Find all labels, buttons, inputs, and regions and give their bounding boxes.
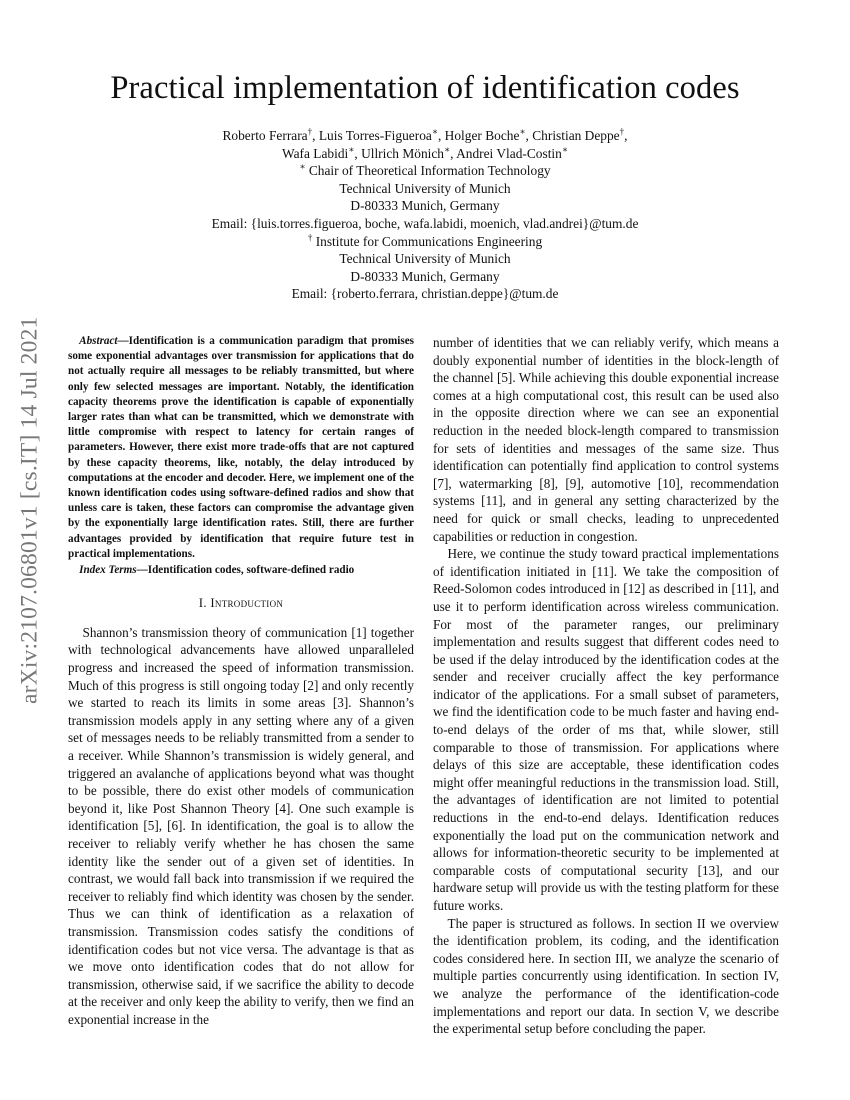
author-name: Andrei Vlad-Costin xyxy=(456,145,562,161)
affiliation-2-line-3: D-80333 Munich, Germany xyxy=(350,268,500,284)
affiliation-2-mark: † xyxy=(307,232,313,243)
author-name: Roberto Ferrara xyxy=(222,128,308,143)
author-affiliation-mark: † xyxy=(307,126,313,137)
author-name: Wafa Labidi xyxy=(282,145,349,161)
affiliation-1-line-3: D-80333 Munich, Germany xyxy=(350,198,500,214)
author-affiliation-mark: † xyxy=(619,126,625,137)
author-affiliation-mark: ∗ xyxy=(561,144,568,155)
index-terms-label: Index Terms xyxy=(79,564,137,577)
intro-paragraph-1: Shannon’s transmission theory of communication [1] together with technological advancements have allowed unparalleled progress and increased the speed of information transmission. Much of this progress is still ongoing today [2] and only recently we started to reach its limits in some areas [3]. Shannon’s transmission models apply in any setting where any of a given set of messages needs to be reliably transmitted from a sender to a receiver. While Shannon’s transmission is widely general, and triggered an avalanche of applications beyond what was thought to be possible, there do exist other models of communication beyond it, like Post Shannon Theory [4]. One such example is identification [5], [6]. In identification, the goal is to allow the receiver to reliably verify whether he has chosen the same identity like the sender out of a given set of identities. In contrast, we would fall back into transmission if we required the receiver to reliably find which identity was chosen by the sender. Thus we can think of identification as a relaxation of transmission. Transmission codes satisfy the conditions of identification codes but not vice versa. The advantage is that as we move onto identification codes that do not allow for transmission, otherwise said, if we sacrifice the ability to decode at the receiver and only keep the ability to verify, then we find an exponential increase in the xyxy=(68,624,414,1027)
author-affiliation-mark: ∗ xyxy=(519,126,526,137)
paper-title: Practical implementation of identification codes xyxy=(110,70,740,106)
left-column xyxy=(68,334,414,1029)
abstract xyxy=(68,334,414,562)
arxiv-identifier: arXiv:2107.06801v1 [cs.IT] 14 Jul 2021 xyxy=(16,316,43,704)
index-terms-text: —Identification codes, software-defined radio xyxy=(136,564,355,577)
author-line-1: Roberto Ferrara†, Luis Torres-Figueroa∗, Holger Boche∗, Christian Deppe†, xyxy=(222,126,628,143)
affiliation-2-email: Email: {roberto.ferrara, christian.deppe}@tum.de xyxy=(291,286,559,302)
author-name: Holger Boche xyxy=(444,128,520,143)
intro-paragraph-3: The paper is structured as follows. In section II we overview the identification problem, its coding, and the identification codes considered here. In section III, we analyze the scenario of multiple parties concurrently using identification. In section IV, we analyze the performance of the identification-code implementations and report our data. In section V, we describe the experimental setup before concluding the paper. xyxy=(433,915,779,1037)
affiliation-1-email: Email: {luis.torres.figueroa, boche, wafa.labidi, moenich, vlad.andrei}@tum.de xyxy=(211,215,639,231)
author-affiliation-mark: ∗ xyxy=(444,144,451,155)
section-heading-introduction: I. Introduction xyxy=(198,596,284,611)
affiliation-2-line-2: Technical University of Munich xyxy=(339,251,511,267)
author-affiliation-mark: ∗ xyxy=(431,126,438,137)
affiliation-1-mark: ∗ xyxy=(299,161,306,172)
affiliation-2-line-1: † Institute for Communications Engineering xyxy=(307,232,543,249)
intro-paragraph-2: Here, we continue the study toward practical implementations of identification initiated in [11]. We take the composition of Reed-Solomon codes introduced in [12] as described in [11], and use it to perform identification across wireless communication. For most of the parameter ranges, our preliminary implementation and results suggest that different codes need to be used if the delay introduced by the identification codes at the sender and receiver crucially affect the key performance indicator of the applications. For a small subset of parameters, we find the identification code to be much faster and having end-to-end delays of the order of ms that, while slower, still comparable to those of transmission. For applications where delays of this size are acceptable, these identification codes might offer meaningful reductions in the transmission load. Still, the advantages of identification are not limited to potential reductions in the end-to-end delays. Identification reduces exponentially the load put on the communication network and allows for information-theoretic security to be implemented at comparable costs of computational security [13], and our hardware setup will provide us with the testing platform for these future works. xyxy=(433,546,779,913)
abstract-text: —Identification is a communication paradigm that promises some exponential advantages over transmission for applications that do not actually require all messages to be reliably transmitted, but where only few selected messages are important. Notably, the identification capacity theorems prove the identification is capable of exponentially larger rates than what can be transmitted, which we demonstrate with little compromise with respect to latency for certain ranges of parameters. However, there exist more trade-offs that are not captured by these capacity theorems, like, notably, the delay introduced by computations at the encoder and decoder. Here, we implement one of the known identification codes using software-defined radios and show that unless care is taken, these factors can compromise the advantage given by the exponentially large identification rates. Still, there are further advantages provided by identification that require future test in practical implementations. xyxy=(68,335,414,560)
author-affiliation-mark: ∗ xyxy=(348,144,355,155)
index-terms xyxy=(68,563,414,578)
author-line-2: Wafa Labidi∗, Ullrich Mönich∗, Andrei Vlad-Costin∗ xyxy=(282,144,568,161)
author-block xyxy=(80,127,770,303)
abstract-label: Abstract xyxy=(79,335,118,347)
author-name: Christian Deppe xyxy=(532,128,620,143)
author-name: Luis Torres-Figueroa xyxy=(318,128,432,143)
affiliation-1-line-2: Technical University of Munich xyxy=(339,180,511,196)
intro-paragraph-1-continued: number of identities that we can reliably verify, which means a doubly exponential number of identities in the block-length of the channel [5]. While achieving this double exponential increase comes at a high computational cost, this result can be used also in the opposite direction where we can see an exponential reduction in the needed block-length compared to transmission for sets of identities and messages of the same size. Thus identification can potentially find application to control systems [7], watermarking [8], [9], automotive [10], recommendation systems [11], and in general any setting characterized by the need for quick or small checks, leading to unprecedented capabilities or reduction in congestion. xyxy=(433,335,779,544)
affiliation-1-line-1: ∗ Chair of Theoretical Information Technology xyxy=(299,161,551,179)
author-name: Ullrich Mönich xyxy=(361,145,444,161)
right-column xyxy=(433,334,779,1038)
